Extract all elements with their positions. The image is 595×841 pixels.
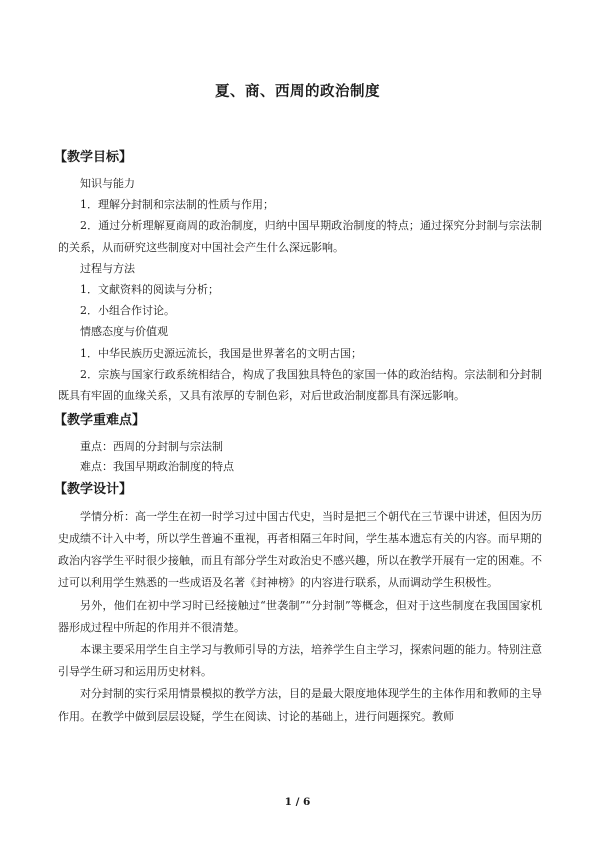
paragraph: 2．通过分析理解夏商周的政治制度，归纳中国早期政治制度的特点；通过探究分封制与宗法制的关系，从而研究这些制度对中国社会产生什么深远影响。 bbox=[58, 219, 542, 254]
section-heading-objectives: 【教学目标】 bbox=[54, 150, 133, 165]
document-body bbox=[54, 146, 542, 728]
paragraph: 2．小组合作讨论。 bbox=[80, 304, 175, 318]
section-design bbox=[58, 506, 542, 728]
paragraph: 2．宗族与国家行政系统相结合，构成了我国独具特色的家国一体的政治结构。宗法制和分封制既具有牢固的血缘关系，又具有浓厚的专制色彩，对后世政治制度都具有深远影响。 bbox=[58, 367, 542, 403]
section-heading-key-points: 【教学重难点】 bbox=[54, 413, 146, 429]
paragraph: 1．理解分封制和宗法制的性质与作用； bbox=[80, 198, 274, 212]
section-key-points bbox=[58, 437, 542, 477]
difficulty-point: 难点：我国早期政治制度的特点 bbox=[80, 460, 234, 474]
paragraph: 本课主要采用学生自主学习与教师引导的方法，培养学生自主学习，探索问题的能力。特别注意引导学生研习和运用历史材料。 bbox=[58, 643, 542, 679]
page-number: 1 / 6 bbox=[284, 796, 311, 808]
page-title: 夏、商、西周的政治制度 bbox=[215, 83, 380, 100]
paragraph: 1．文献资料的阅读与分析； bbox=[80, 283, 219, 297]
section-heading-design: 【教学设计】 bbox=[54, 481, 133, 497]
subheading-knowledge: 知识与能力 bbox=[80, 177, 135, 190]
subheading-process: 过程与方法 bbox=[80, 261, 135, 275]
paragraph: 另外，他们在初中学习时已经接触过“世袭制”“分封制”等概念，但对于这些制度在我国国家机器形成过程中所起的作用并不很清楚。 bbox=[58, 598, 542, 634]
key-point: 重点：西周的分封制与宗法制 bbox=[80, 440, 223, 454]
paragraph: 学情分析：高一学生在初一时学习过中国古代史，当时是把三个朝代在三节课中讲述，但因为历史成绩不计入中考，所以学生普遍不重视，再者相隔三年时间，学生基本遗忘有关的内容。而早期的政治内容学生平时很少接触，而且有部分学生对政治史不感兴趣，所以在教学开展有一定的困难。不过可以利用学生熟悉的一些成语及名著《封神榜》的内容进行联系，从而调动学生积极性。 bbox=[58, 509, 542, 590]
section-objectives bbox=[58, 173, 542, 406]
subheading-emotion: 情感态度与价值观 bbox=[80, 325, 168, 339]
paragraph: 1．中华民族历史源远流长，我国是世界著名的文明古国； bbox=[80, 346, 362, 360]
paragraph: 对分封制的实行采用情景模拟的教学方法，目的是最大限度地体现学生的主体作用和教师的主导作用。在教学中做到层层设疑，学生在阅读、讨论的基础上，进行问题探究。教师 bbox=[58, 687, 542, 723]
